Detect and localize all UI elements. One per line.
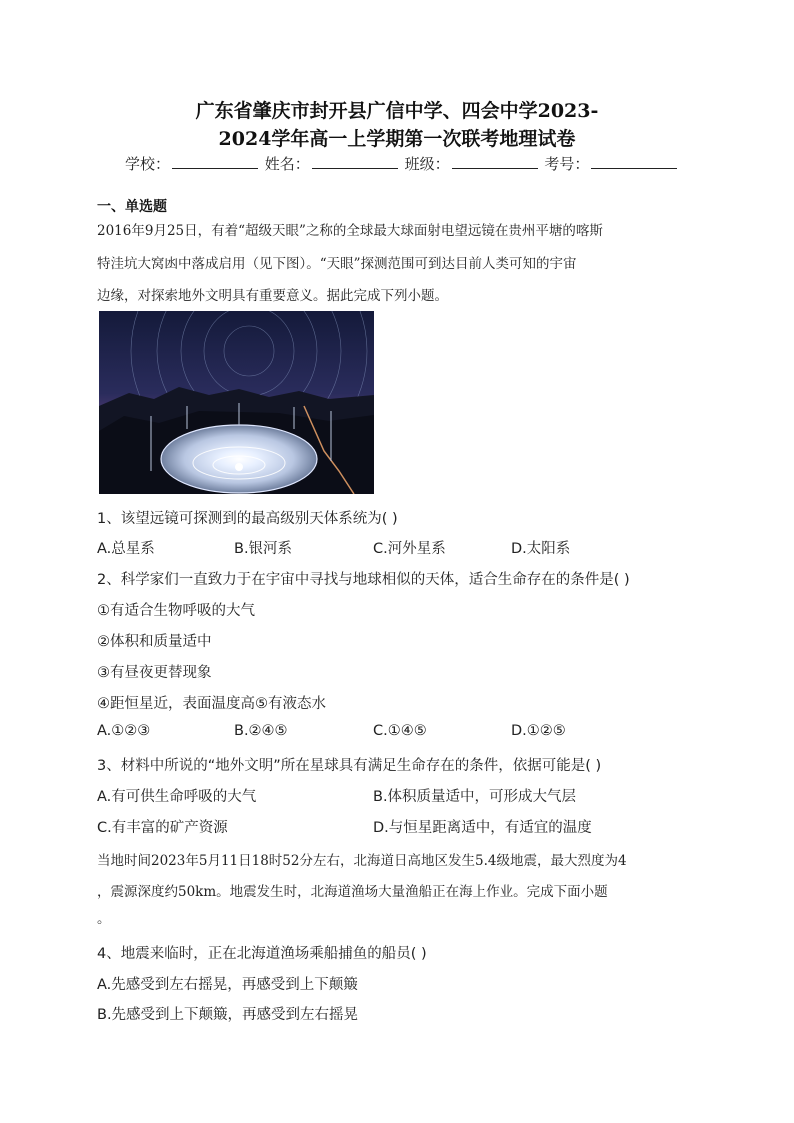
q4-option-b[interactable]: B.先感受到上下颠簸，再感受到左右摇晃: [97, 1007, 359, 1023]
q3-option-d[interactable]: D.与恒星距离适中，有适宜的温度: [373, 820, 592, 836]
q1-option-a[interactable]: A.总星系: [97, 541, 155, 557]
q2-statement-3: ③有昼夜更替现象: [97, 665, 212, 681]
q2-option-a[interactable]: A.①②③: [97, 723, 151, 739]
school-blank[interactable]: [172, 154, 258, 169]
fast-telescope-photo: [99, 311, 374, 494]
class-blank[interactable]: [452, 154, 538, 169]
q2-statement-2: ②体积和质量适中: [97, 634, 212, 650]
material2-line1: 当地时间2023年5月11日18时52分左右，北海道日高地区发生5.4级地震，最大烈度为4: [97, 853, 627, 869]
q2-statement-4: ④距恒星近，表面温度高⑤有液态水: [97, 696, 326, 712]
material2-line2: ，震源深度约50km。地震发生时，北海道渔场大量渔船正在海上作业。完成下面小题: [97, 884, 608, 900]
q1-stem: 1、该望远镜可探测到的最高级别天体系统为( ): [97, 511, 398, 527]
exam-title-line1: 广东省肇庆市封开县广信中学、四会中学2023-: [195, 100, 599, 122]
q4-option-a[interactable]: A.先感受到左右摇晃，再感受到上下颠簸: [97, 977, 358, 993]
telescope-night-image: [99, 311, 374, 494]
school-label: 学校：: [125, 155, 171, 173]
q2-option-b[interactable]: B.②④⑤: [234, 723, 288, 739]
q3-option-a[interactable]: A.有可供生命呼吸的大气: [97, 789, 257, 805]
section-title: 一、单选题: [97, 199, 167, 215]
q2-option-d[interactable]: D.①②⑤: [511, 723, 566, 739]
exam-title-line2: 2024学年高一上学期第一次联考地理试卷: [218, 128, 576, 150]
material1-line3: 边缘，对探索地外文明具有重要意义。据此完成下列小题。: [97, 288, 448, 304]
q3-option-c[interactable]: C.有丰富的矿产资源: [97, 820, 228, 836]
material2-line3: 。: [97, 911, 111, 927]
q2-stem: 2、科学家们一直致力于在宇宙中寻找与地球相似的天体，适合生命存在的条件是( ): [97, 572, 630, 588]
q1-option-d[interactable]: D.太阳系: [511, 541, 571, 557]
q1-option-c[interactable]: C.河外星系: [373, 541, 446, 557]
number-label: 考号：: [544, 155, 590, 173]
q2-statement-1: ①有适合生物呼吸的大气: [97, 603, 255, 619]
q3-stem: 3、材料中所说的“地外文明”所在星球具有满足生命存在的条件，依据可能是( ): [97, 758, 602, 774]
name-label: 姓名：: [264, 155, 310, 173]
material1-line2: 特洼坑大窝凼中落成启用（见下图）。“天眼”探测范围可到达目前人类可知的宇宙: [97, 256, 577, 272]
material1-line1: 2016年9月25日，有着“超级天眼”之称的全球最大球面射电望远镜在贵州平塘的喀斯: [97, 223, 603, 239]
class-label: 班级：: [404, 155, 450, 173]
student-info-row: [125, 153, 679, 174]
q3-option-b[interactable]: B.体积质量适中，可形成大气层: [373, 789, 577, 805]
q4-stem: 4、地震来临时，正在北海道渔场乘船捕鱼的船员( ): [97, 946, 427, 962]
q1-option-b[interactable]: B.银河系: [234, 541, 293, 557]
q2-option-c[interactable]: C.①④⑤: [373, 723, 427, 739]
number-blank[interactable]: [591, 154, 677, 169]
name-blank[interactable]: [312, 154, 398, 169]
